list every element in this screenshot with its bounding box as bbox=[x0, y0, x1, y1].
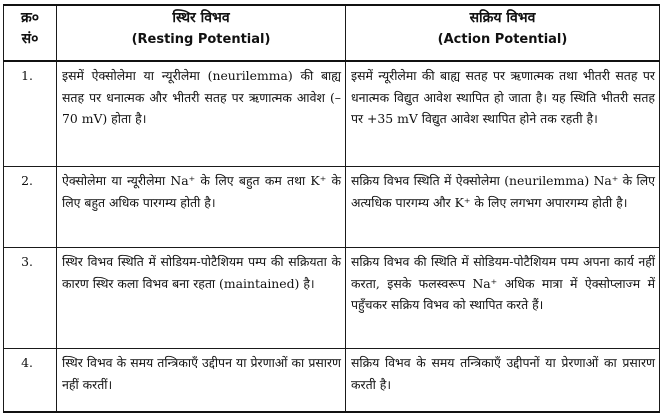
table-row bbox=[4, 61, 660, 167]
row-number bbox=[4, 61, 57, 167]
row-number-text: 3. bbox=[21, 254, 33, 269]
header-action-potential bbox=[346, 5, 660, 61]
row-number bbox=[4, 248, 57, 349]
comparison-sheet bbox=[3, 4, 659, 408]
header-action-english: (Action Potential) bbox=[437, 32, 568, 47]
resting-cell: स्थिर विभव स्थिति में सोडियम-पोटैशियम पम्प की सक्रियता के कारण स्थिर कला विभव बना रहता (maintained) है। bbox=[57, 248, 346, 349]
header-resting-english: (Resting Potential) bbox=[131, 32, 271, 47]
action-cell: सक्रिय विभव की स्थिति में सोडियम-पोटैशियम पम्प अपना कार्य नहीं करता, इसके फलस्वरूप Na⁺ अधिक मात्रा में ऐक्सोप्लाज्म में पहुँचकर सक्रिय विभव को स्थापित करते हैं। bbox=[346, 248, 660, 349]
table-row bbox=[4, 349, 660, 413]
action-cell: इसमें न्यूरीलेमा की बाह्य सतह पर ऋणात्मक तथा भीतरी सतह पर धनात्मक विद्युत आवेश स्थापित हो जाता है। यह स्थिति भीतरी सतह पर +35 mV विद्युत आवेश स्थापित होने तक रहती है। bbox=[346, 61, 660, 167]
table-row bbox=[4, 167, 660, 248]
row-number bbox=[4, 167, 57, 248]
header-resting-hindi: स्थिर विभव bbox=[172, 10, 230, 26]
resting-cell: स्थिर विभव के समय तन्त्रिकाएँ उद्दीपन या प्रेरणाओं का प्रसारण नहीं करतीं। bbox=[57, 349, 346, 413]
potential-comparison-table bbox=[3, 4, 660, 413]
header-serial-number bbox=[4, 5, 57, 61]
row-number-text: 1. bbox=[21, 68, 33, 83]
header-row bbox=[4, 5, 660, 61]
row-number-text: 4. bbox=[21, 355, 33, 370]
action-cell: सक्रिय विभव के समय तन्त्रिकाएँ उद्दीपनों या प्रेरणाओं का प्रसारण करती है। bbox=[346, 349, 660, 413]
row-number-text: 2. bbox=[21, 173, 33, 188]
header-serial-line2: सं० bbox=[21, 31, 39, 47]
resting-cell: ऐक्सोलेमा या न्यूरीलेमा Na⁺ के लिए बहुत कम तथा K⁺ के लिए बहुत अधिक पारगम्य होती है। bbox=[57, 167, 346, 248]
header-resting-potential bbox=[57, 5, 346, 61]
header-serial-line1: क्र० bbox=[20, 10, 40, 26]
header-action-hindi: सक्रिय विभव bbox=[469, 10, 536, 26]
resting-cell: इसमें ऐक्सोलेमा या न्यूरीलेमा (neurilemma) की बाह्य सतह पर धनात्मक और भीतरी सतह पर ऋणात्मक आवेश (– 70 mV) होता है। bbox=[57, 61, 346, 167]
action-cell: सक्रिय विभव स्थिति में ऐक्सोलेमा (neurilemma) Na⁺ के लिए अत्यधिक पारगम्य और K⁺ के लिए लगभग अपारगम्य होती है। bbox=[346, 167, 660, 248]
table-row bbox=[4, 248, 660, 349]
row-number bbox=[4, 349, 57, 413]
